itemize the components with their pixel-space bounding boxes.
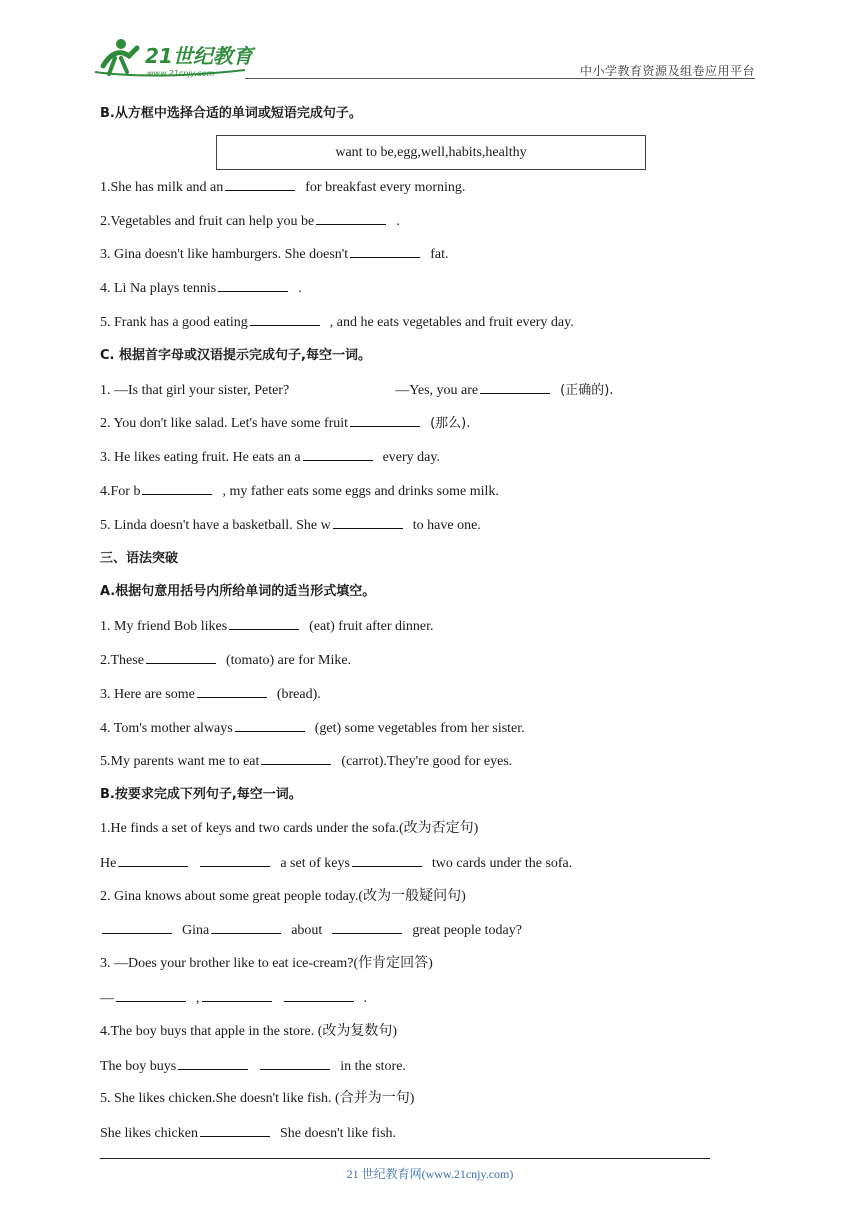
question-line: 4.The boy buys that apple in the store. (改为复数句) — [100, 1023, 398, 1039]
question-line — [100, 176, 720, 210]
question-line — [100, 311, 720, 345]
answer-text: He — [100, 855, 117, 871]
hint-text: (正确的). — [560, 382, 614, 398]
header-platform-text: 中小学教育资源及组卷应用平台 — [579, 64, 755, 78]
question-line — [100, 480, 720, 514]
answer-blank[interactable] — [332, 919, 402, 934]
question-text: (bread). — [276, 686, 321, 702]
answer-blank[interactable] — [197, 683, 267, 698]
question-line — [100, 750, 720, 784]
footer-text: 21 世纪教育网(www.21cnjy.com) — [346, 1167, 514, 1181]
answer-blank[interactable] — [116, 987, 186, 1002]
answer-blank[interactable] — [118, 852, 188, 867]
question-text: , and he eats vegetables and fruit every day. — [329, 314, 574, 330]
answer-blank[interactable] — [200, 1122, 270, 1137]
answer-text: Gina — [182, 923, 210, 939]
question-text: 5. Frank has a good eating — [100, 314, 248, 330]
answer-blank[interactable] — [350, 243, 420, 258]
question-line — [100, 717, 720, 751]
question-line — [100, 210, 720, 244]
answer-text: two cards under the sofa. — [431, 855, 573, 871]
answer-blank[interactable] — [102, 919, 172, 934]
question-text: 4. Li Na plays tennis — [100, 281, 217, 297]
answer-blank[interactable] — [211, 919, 281, 934]
question-text: 3. He likes eating fruit. He eats an a — [100, 450, 301, 466]
question-text: 2. You don't like salad. Let's have some fruit — [100, 416, 349, 432]
question-line — [100, 649, 720, 683]
logo-icon — [95, 36, 260, 80]
question-line — [100, 277, 720, 311]
answer-blank[interactable] — [218, 277, 288, 292]
page-header — [95, 36, 755, 80]
answer-text: She likes chicken — [100, 1126, 198, 1142]
answer-blank[interactable] — [229, 615, 299, 630]
answer-blank[interactable] — [146, 649, 216, 664]
question-text: 1. —Is that girl your sister, Peter? — [100, 382, 290, 398]
answer-text: . — [363, 990, 367, 1006]
answer-text: a set of keys — [280, 855, 350, 871]
answer-blank[interactable] — [178, 1055, 248, 1070]
question-text: 3. Gina doesn't like hamburgers. She doesn't — [100, 247, 349, 263]
question-text: fat. — [430, 247, 449, 263]
question-line — [100, 514, 720, 548]
section-title: B.从方框中选择合适的单词或短语完成句子。 — [100, 106, 362, 121]
answer-line — [100, 987, 720, 1021]
answer-text: , — [196, 990, 200, 1006]
question-line — [100, 243, 720, 277]
question-text: 5.My parents want me to eat — [100, 754, 260, 770]
word-box: want to be,egg,well,habits,healthy — [216, 135, 646, 170]
answer-blank[interactable] — [225, 176, 295, 191]
question-text: 5. Linda doesn't have a basketball. She w — [100, 517, 331, 533]
answer-text: in the store. — [340, 1058, 406, 1074]
question-line: 3. —Does your brother like to eat ice-cream?(作肯定回答) — [100, 956, 433, 972]
question-line: 5. She likes chicken.She doesn't like fish. (合并为一句) — [100, 1091, 415, 1107]
question-line — [100, 412, 720, 446]
footer-divider — [100, 1158, 710, 1159]
answer-blank[interactable] — [235, 717, 305, 732]
answer-text: — — [100, 990, 114, 1006]
question-text: , my father eats some eggs and drinks some milk. — [222, 483, 499, 499]
answer-blank[interactable] — [250, 311, 320, 326]
question-text: to have one. — [412, 517, 481, 533]
question-text: 1.She has milk and an — [100, 179, 224, 195]
question-text: for breakfast every morning. — [305, 179, 466, 195]
answer-text: about — [291, 923, 323, 939]
question-text: (eat) fruit after dinner. — [309, 619, 434, 635]
answer-blank[interactable] — [350, 412, 420, 427]
answer-blank[interactable] — [333, 514, 403, 529]
question-line — [100, 683, 720, 717]
answer-line — [100, 852, 720, 886]
logo-text: 21世纪教育 — [145, 44, 253, 68]
answer-blank[interactable] — [142, 480, 212, 495]
section-title: B.按要求完成下列句子,每空一词。 — [100, 787, 302, 803]
question-line: 2. Gina knows about some great people today.(改为一般疑问句) — [100, 888, 466, 904]
question-line — [100, 615, 720, 649]
question-text: (tomato) are for Mike. — [225, 652, 352, 668]
answer-blank[interactable] — [260, 1055, 330, 1070]
question-text: —Yes, you are — [395, 382, 479, 398]
answer-blank[interactable] — [480, 379, 550, 394]
question-text: 1. My friend Bob likes — [100, 619, 228, 635]
question-text: 2.Vegetables and fruit can help you be — [100, 213, 315, 229]
question-text: (carrot).They're good for eyes. — [341, 754, 513, 770]
answer-blank[interactable] — [316, 210, 386, 225]
question-text: 4.For b — [100, 483, 141, 499]
answer-text: great people today? — [412, 923, 522, 939]
answer-blank[interactable] — [284, 987, 354, 1002]
answer-text: The boy buys — [100, 1058, 177, 1074]
worksheet-content — [100, 103, 720, 1156]
question-text: (get) some vegetables from her sister. — [314, 720, 525, 736]
answer-line — [100, 1122, 720, 1156]
question-text: . — [298, 281, 302, 297]
question-text: . — [396, 213, 400, 229]
question-text: 2.These — [100, 652, 144, 668]
answer-blank[interactable] — [303, 446, 373, 461]
question-text: every day. — [382, 450, 440, 466]
answer-blank[interactable] — [261, 750, 331, 765]
section-title: A.根据句意用括号内所给单词的适当形式填空。 — [100, 584, 376, 600]
answer-blank[interactable] — [202, 987, 272, 1002]
question-text: 3. Here are some — [100, 686, 195, 702]
question-line: 1.He finds a set of keys and two cards under the sofa.(改为否定句) — [100, 820, 479, 836]
answer-line — [100, 1055, 720, 1089]
answer-line — [100, 919, 720, 953]
question-line — [100, 379, 720, 413]
question-line — [100, 446, 720, 480]
answer-blank[interactable] — [200, 852, 270, 867]
logo-url: www.21cnjy.com — [147, 69, 215, 78]
answer-blank[interactable] — [352, 852, 422, 867]
question-text: 4. Tom's mother always — [100, 720, 233, 736]
section-title: 三、语法突破 — [100, 550, 179, 566]
header-divider — [245, 78, 755, 79]
answer-text: She doesn't like fish. — [279, 1126, 397, 1142]
section-title: C. 根据首字母或汉语提示完成句子,每空一词。 — [100, 347, 371, 363]
hint-text: (那么). — [430, 416, 471, 432]
